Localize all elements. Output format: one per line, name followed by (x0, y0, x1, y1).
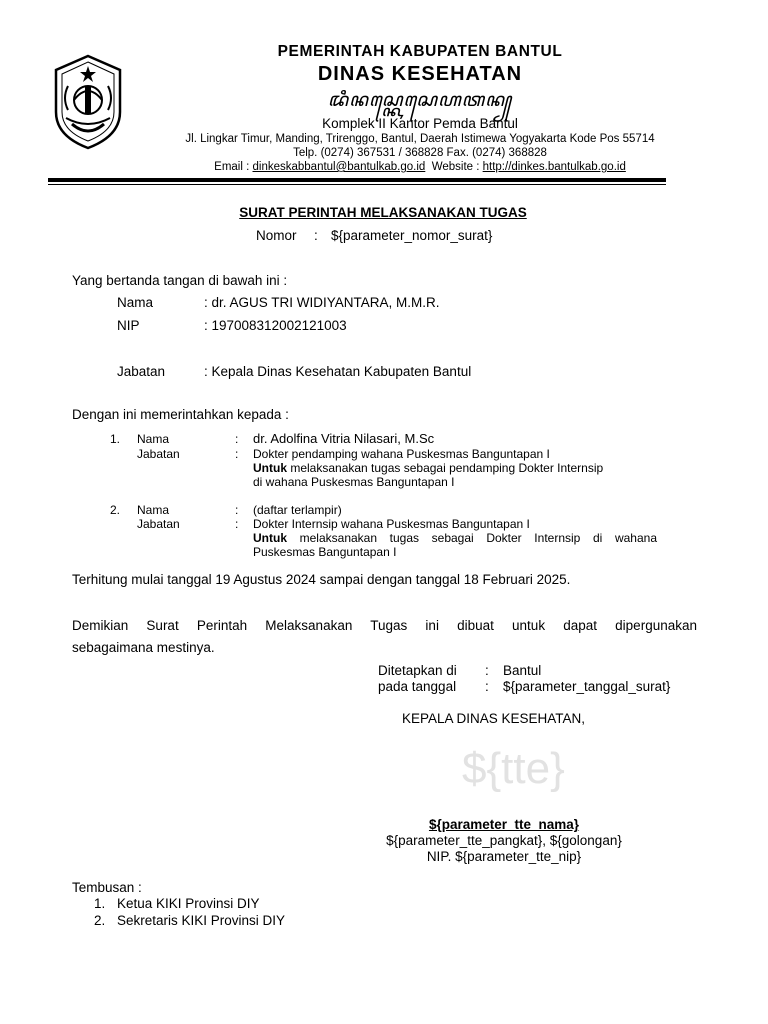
tembusan-label: Tembusan : (72, 880, 142, 895)
signer-jabatan-label: Jabatan (117, 364, 166, 379)
assignee-1-jabatan-colon: : (235, 447, 239, 461)
closing-line-2: sebagaimana mestinya. (72, 640, 215, 655)
tte-pangkat: ${parameter_tte_pangkat}, ${golongan} (386, 833, 622, 848)
header-divider-thin (48, 184, 666, 185)
order-intro: Dengan ini memerintahkan kepada : (72, 407, 289, 422)
assignee-2-task-keyword: Untuk (253, 531, 287, 545)
government-name: PEMERINTAH KABUPATEN BANTUL (277, 43, 563, 60)
assignee-2-jabatan-colon: : (235, 517, 239, 531)
email-link[interactable]: dinkeskabbantul@bantulkab.go.id (252, 161, 426, 173)
nomor-colon: : (314, 228, 318, 243)
assignee-2-nama-label: Nama (137, 503, 170, 517)
header-divider-thick (48, 178, 666, 182)
assignee-1-jabatan-value: Dokter pendamping wahana Puskesmas Banguntapan I (253, 447, 550, 461)
assignee-1-task-text: melaksanakan tugas sebagai pendamping Dokter Internsip (287, 461, 604, 475)
department-name: DINAS KESEHATAN (317, 63, 523, 85)
assignee-2-nama-colon: : (235, 503, 239, 517)
tembusan-2-number: 2. (94, 913, 106, 928)
tanggal-colon: : (485, 679, 489, 694)
closing-line-1: Demikian Surat Perintah Melaksanakan Tugas ini dibuat untuk dapat dipergunakan (72, 618, 697, 633)
assignee-1-task-keyword: Untuk (253, 461, 287, 475)
signer-jabatan-value: : Kepala Dinas Kesehatan Kabupaten Bantul (204, 364, 472, 379)
tte-nip: NIP. ${parameter_tte_nip} (426, 849, 582, 864)
signer-nip-value: : 197008312002121003 (204, 318, 347, 333)
assignee-2-task-line1 (253, 531, 657, 545)
assignee-1-nama-value: dr. Adolfina Vitria Nilasari, M.Sc (253, 431, 435, 446)
office-address: Jl. Lingkar Timur, Manding, Trirenggo, Bantul, Daerah Istimewa Yogyakarta Kode Pos 55714 (185, 133, 655, 145)
bantul-regency-emblem (48, 52, 128, 152)
website-label: Website : (425, 161, 483, 173)
assignee-2-nama-value: (daftar terlampir) (253, 503, 342, 517)
signer-nama-value: : dr. AGUS TRI WIDIYANTARA, M.M.R. (204, 295, 440, 310)
tembusan-1-text: Ketua KIKI Provinsi DIY (117, 896, 260, 911)
tembusan-1-number: 1. (94, 896, 106, 911)
tte-nama: ${parameter_tte_nama} (428, 817, 580, 832)
signer-title: KEPALA DINAS KESEHATAN, (402, 711, 586, 726)
tanggal-value: ${parameter_tanggal_surat} (503, 679, 671, 694)
letter-title: SURAT PERINTAH MELAKSANAKAN TUGAS (239, 205, 527, 220)
assignee-1-number: 1. (110, 432, 121, 446)
assignee-1-jabatan-label: Jabatan (137, 447, 180, 461)
ditetapkan-colon: : (485, 663, 489, 678)
website-link[interactable]: http://dinkes.bantulkab.go.id (482, 161, 626, 173)
assignee-2-number: 2. (110, 503, 121, 517)
nomor-value: ${parameter_nomor_surat} (331, 228, 493, 243)
assignee-1-task-line1 (253, 461, 603, 475)
assignee-1-nama-label: Nama (137, 432, 170, 446)
intro-text: Yang bertanda tangan di bawah ini : (72, 273, 288, 288)
signer-nama-label: Nama (117, 295, 154, 310)
assignee-2-jabatan-label: Jabatan (137, 517, 180, 531)
assignee-2-task-text: melaksanakan tugas sebagai Dokter Internsip di wahana (287, 531, 657, 545)
tte-signature-placeholder: ${tte} (462, 744, 565, 793)
tanggal-label: pada tanggal (378, 679, 457, 694)
ditetapkan-value: Bantul (503, 663, 542, 678)
assignee-2-task-line2: Puskesmas Banguntapan I (253, 545, 397, 559)
office-complex: Komplek II Kantor Pemda Bantul (322, 116, 518, 131)
assignee-1-nama-colon: : (235, 432, 239, 446)
assignee-2-jabatan-value: Dokter Internsip wahana Puskesmas Banguntapan I (253, 517, 530, 531)
signer-nip-label: NIP (117, 318, 140, 333)
email-label: Email : (214, 161, 253, 173)
contact-line (160, 161, 680, 173)
assignment-period: Terhitung mulai tanggal 19 Agustus 2024 sampai dengan tanggal 18 Februari 2025. (72, 572, 571, 587)
javanese-script-name: ꦢꦶꦤꦱ꧀ꦏꦺꦱꦺꦲꦠꦤ꧀ (327, 89, 513, 111)
nomor-label: Nomor (256, 228, 297, 243)
tembusan-2-text: Sekretaris KIKI Provinsi DIY (117, 913, 286, 928)
ditetapkan-label: Ditetapkan di (378, 663, 457, 678)
assignee-1-task-line2: di wahana Puskesmas Banguntapan I (253, 475, 455, 489)
office-phone: Telp. (0274) 367531 / 368828 Fax. (0274) 368828 (293, 147, 547, 159)
